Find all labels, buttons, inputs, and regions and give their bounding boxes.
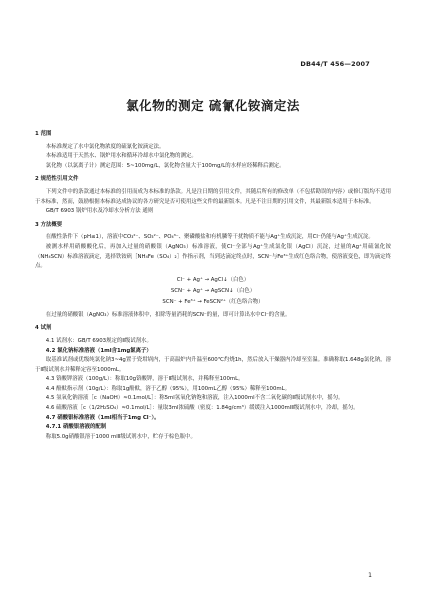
- section-heading-scope: 1 范围: [35, 131, 52, 137]
- principle-paragraph-1: 在酸性条件下（pH≤1），溶液中CO₃²⁻、SO₃²⁻、PO₄³⁻、聚磷酸盐和有机膦等干扰物质不能与Ag⁺生成沉淀，用Cl⁻仍能与Ag⁺生成沉淀。: [45, 234, 374, 241]
- reagent-4-7: 4.7 硝酸银标准溶液（1ml相当于1mg Cl⁻）。: [45, 414, 160, 421]
- normative-reference: GB/T 6903 锅炉用水及冷却水分析方法 通则: [45, 208, 154, 215]
- reagent-4-6: 4.6 硫酸溶液［c（1/2H₂SO₄）≈0.1mol/L］：量取3ml浓硫酸（密度：1.84g/cm³）缓缓注入1000mlⅡ级试剂水中，冷却，摇匀。: [45, 405, 359, 412]
- section-heading-normative: 2 规范性引用文件: [35, 176, 79, 183]
- reagent-4-5: 4.5 氢氧化钠溶液［c（NaOH）≈0.1mol/L］：称5ml氢氧化钠饱和溶液，注入1000ml不含二氧化碳的Ⅱ级试剂水中，摇匀。: [45, 395, 344, 402]
- principle-paragraph-2: 被测水样用硝酸酸化后，再加入过量的硝酸银（AgNO₃）标准溶液，使Cl⁻全部与Ag⁺生成氯化银（AgCl）沉淀，过量的Ag⁺用硫氰化铵（NH₄SCN）标准溶液滴定，选择铁铵矾［NH₄Fe（SO₄）₂］作指示剂，当到达滴定终点时，SCN⁻与Fe³⁺生成红色络合物，使溶液变色，即为滴定终点。: [35, 243, 391, 270]
- reagent-4-7-1-text: 称取5.0g硝酸银溶于1000 mlⅡ级试剂水中，贮存于棕色瓶中。: [45, 433, 196, 440]
- reaction-equations: [35, 275, 391, 308]
- scope-line-1: 本标准规定了水中氯化物浓度的硫氰化铵滴定法。: [45, 143, 165, 150]
- principle-paragraph-3: 在过量的硝酸银（AgNO₃）标准溶液体积中，扣除等量消耗的SCN⁻的量，即可计算出水中Cl⁻的含量。: [45, 311, 291, 318]
- equation-2: SCN⁻ + Ag⁺ → AgSCN↓（白色）: [170, 287, 256, 294]
- equation-1: Cl⁻ + Ag⁺ → AgCl↓（白色）: [176, 276, 250, 283]
- section-heading-reagents: 4 试剂: [35, 325, 52, 332]
- document-body: [35, 126, 391, 442]
- normative-paragraph: 下列文件中的条款通过本标准的引用而成为本标准的条款。凡是注日期的引用文件，其随后所有的修改单（不包括勘误的内容）或修订版均不适用于本标准，然而，鼓励根据本标准达成协议的各方研究是否可使用这些文件的最新版本。凡是不注日期的引用文件，其最新版本适用于本标准。: [35, 188, 391, 205]
- reagent-4-1: 4.1 试剂水：GB/T 6903规定的Ⅱ级试剂水。: [45, 337, 152, 344]
- reagent-4-2-text: 取基准试剂或优级纯氯化钠3~4g置于瓷坩埚内，于高温炉内升温至600℃灼烧1h，然后放入干燥器内冷却至室温。准确称取1.648g氯化钠，溶于Ⅱ级试剂水并稀释定容至1000mL。: [35, 357, 391, 373]
- page-number: 1: [368, 572, 372, 579]
- scope-line-3: 氯化物（以氯离子计）测定范围：5~100mg/L，氯化物含量大于100mg/L的水样应经稀释后测定。: [45, 162, 285, 169]
- section-heading-principle: 3 方法概要: [35, 221, 63, 228]
- reagent-4-4: 4.4 酚酞指示剂（10g/L）：称取1g酚酞，溶于乙醇（95%），用100mL乙醇（95%）稀释至100mL。: [45, 385, 291, 392]
- equation-3: SCN⁻ + Fe³⁺ → FeSCN²⁺（红色络合物）: [162, 298, 264, 305]
- standard-code: DB44/T 456—2007: [300, 60, 370, 68]
- reagent-4-3: 4.3 铬酸钾溶液（100g/L）：称取10g铬酸钾，溶于Ⅱ级试剂水，并稀释至100mL。: [45, 376, 244, 383]
- page-title: 氯化物的测定 硫氰化铵滴定法: [126, 98, 300, 113]
- reagent-4-7-1-heading: 4.7.1 硝酸银溶液的配制: [45, 424, 107, 431]
- reagent-4-2-heading: 4.2 氯化钠标准溶液（1ml含1mg氯离子）: [45, 347, 152, 354]
- scope-line-2: 本标准适用于天然水、锅炉用水和循环冷却水中氯化物的测定。: [45, 153, 197, 160]
